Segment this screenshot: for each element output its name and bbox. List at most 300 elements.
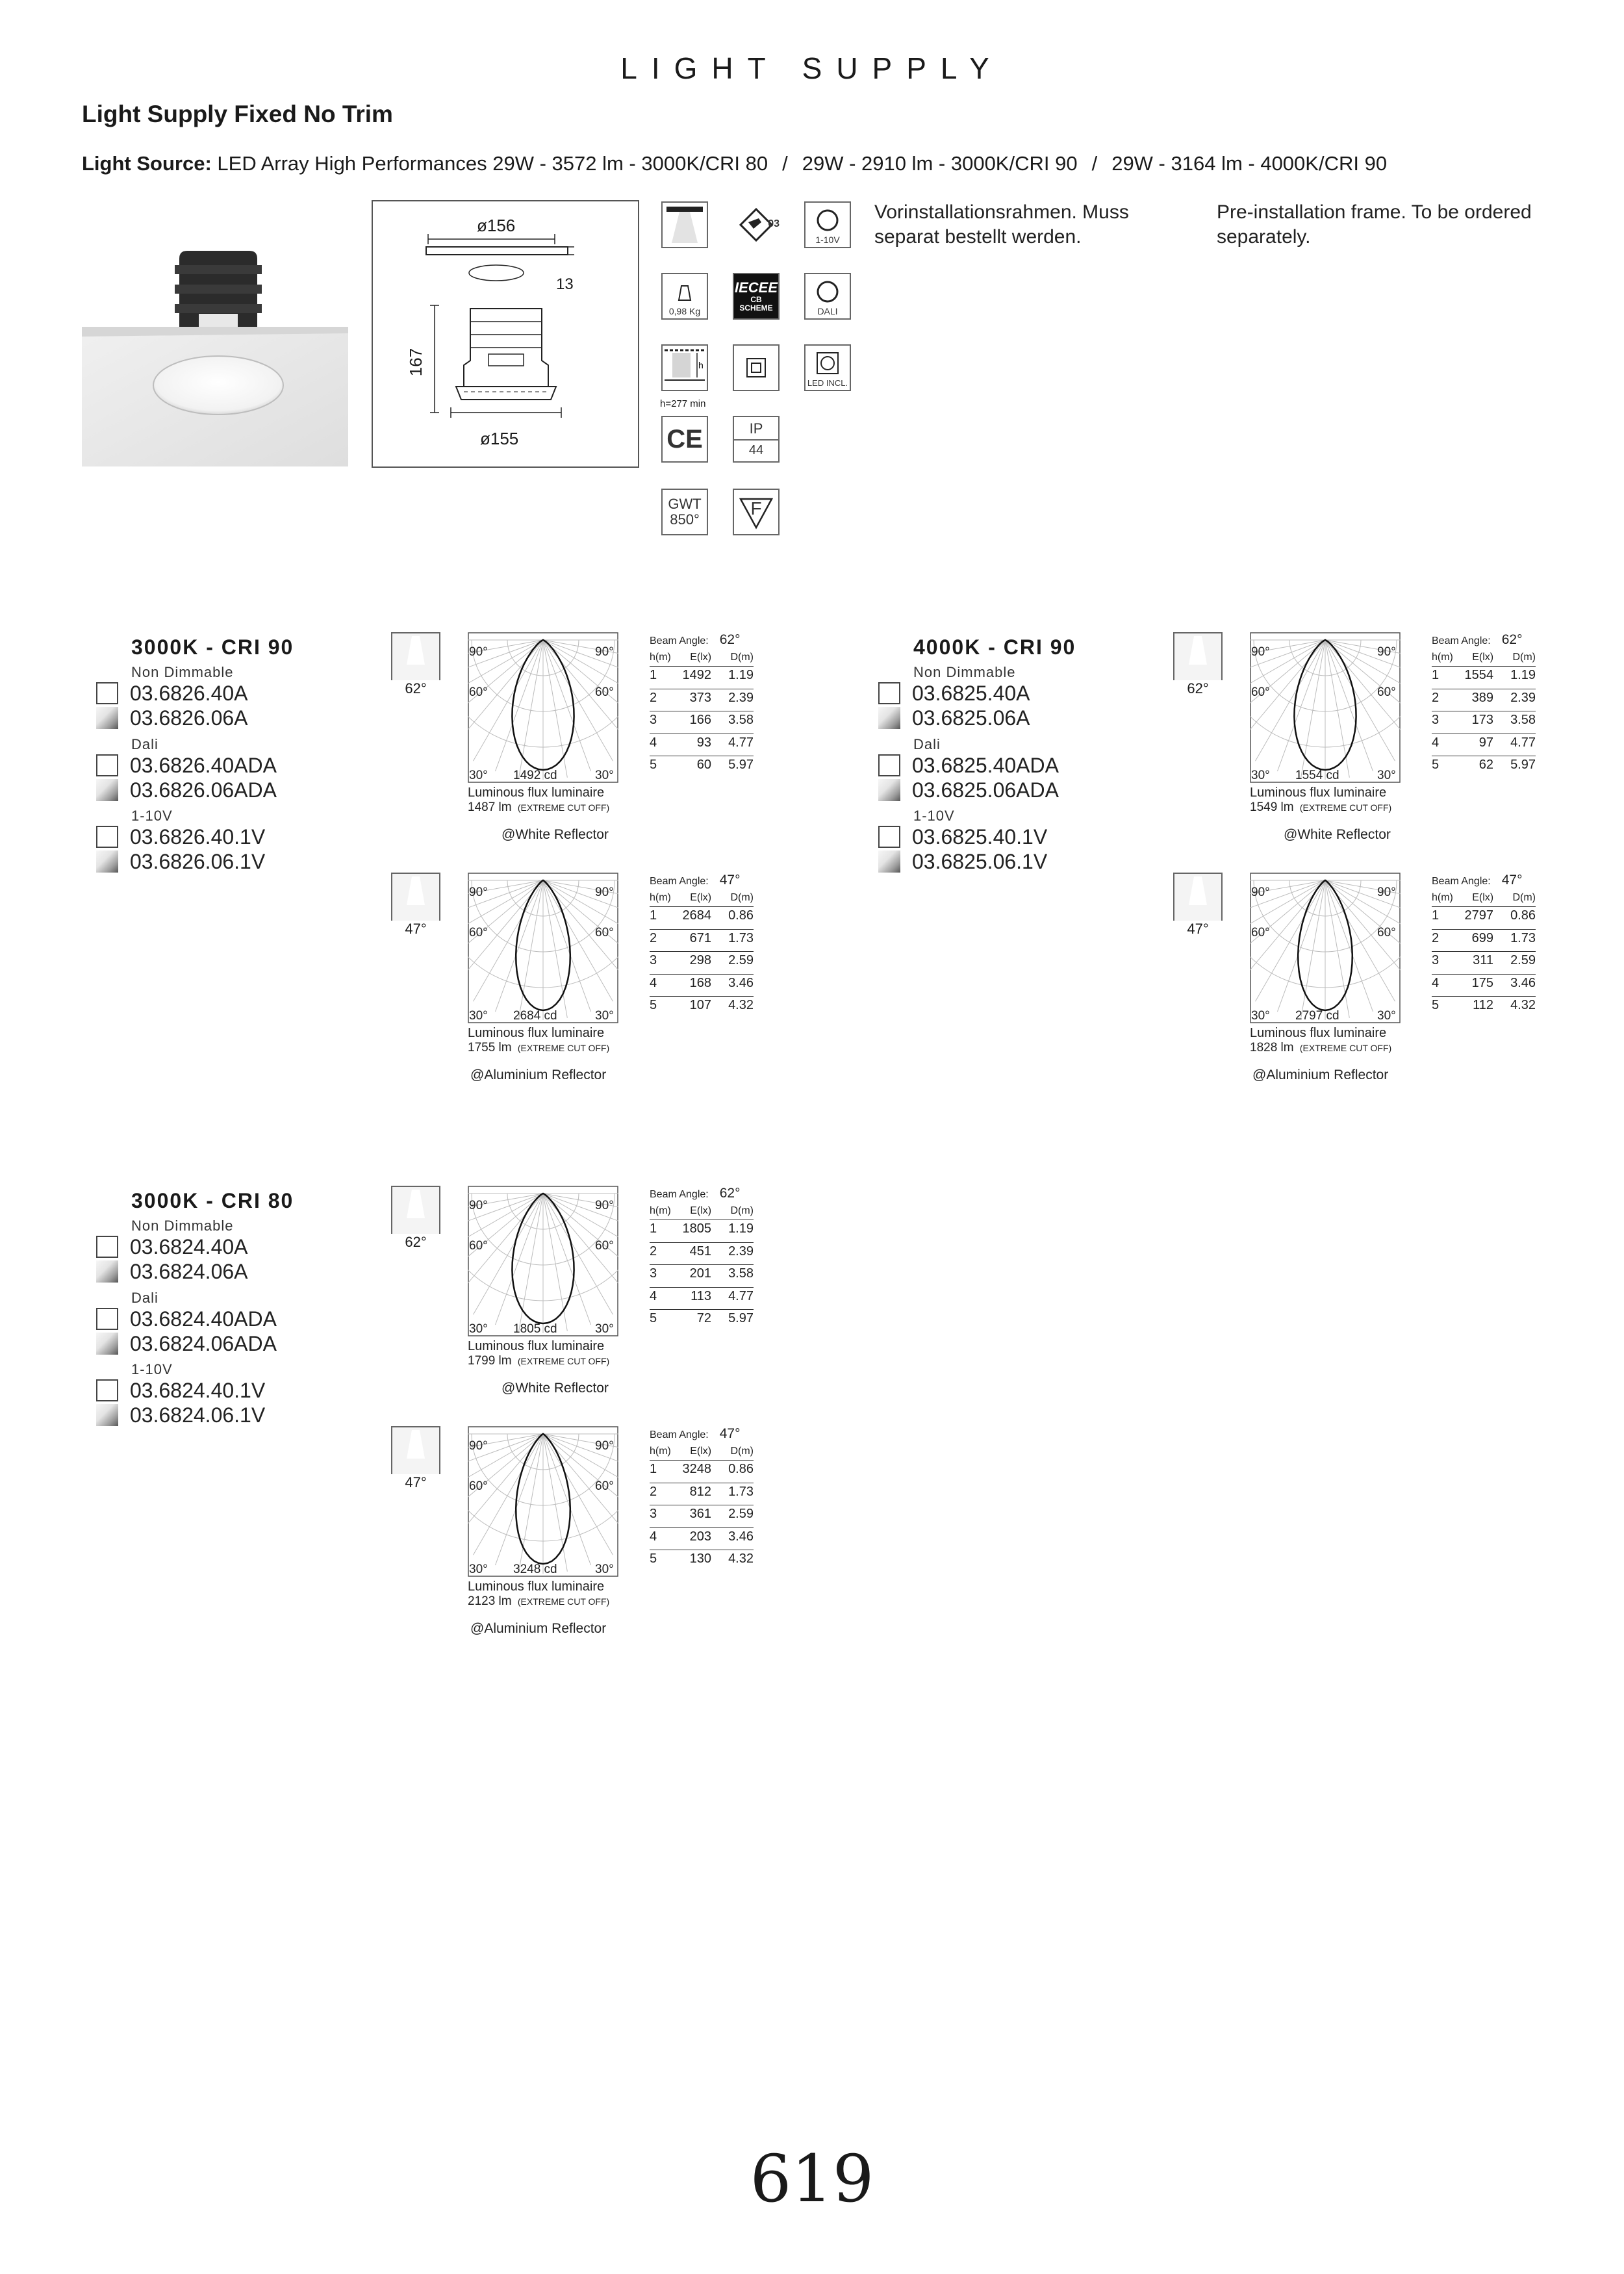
beam-angle-title: Beam Angle: [1432,876,1491,887]
col-illuminance: E(lx) [690,1446,712,1457]
peak-intensity: 2684 cd [513,1009,557,1023]
code-group-dali [878,753,1059,802]
beam-angle-title: Beam Angle: [650,1429,709,1440]
cell-height: 1 [650,668,657,682]
spec-label-1-10v: 1-10V [131,808,173,824]
photometric-block [1173,873,1576,1093]
product-code: 03.6825.06ADA [912,778,1059,802]
polar-label-90-left: 90° [469,886,488,899]
beam-angle-badge: 62° [391,680,440,697]
table-row [650,929,754,951]
table-row [1432,951,1536,973]
f-mark-letter: F [750,498,762,518]
product-code: 03.6826.06ADA [130,778,277,802]
beam-angle-value: 62° [1501,632,1523,647]
cell-illuminance: 175 [1471,975,1493,990]
polar-label-30-left: 30° [469,1009,488,1023]
col-diameter: D(m) [730,892,754,903]
product-code: 03.6824.40ADA [130,1307,277,1331]
flux-label: Luminous flux luminaire [468,1339,605,1353]
spec-label-dali: Dali [131,1290,159,1306]
cell-height: 3 [1432,953,1440,967]
beam-angle-icon [1173,873,1223,937]
polar-label-90-left: 90° [1251,645,1270,659]
cutoff-note: (EXTREME CUT OFF) [517,1356,610,1366]
spec-label-1-10v: 1-10V [131,1361,173,1377]
spec-label-dali: Dali [131,736,159,752]
polar-label-90-right: 90° [595,1199,614,1212]
light-source-part: LED Array High Performances 29W - 3572 lm - 3000K/CRI 80 [217,152,768,175]
code-row [96,1331,277,1356]
glow-wire-icon [661,489,708,535]
beam-angle-value: 62° [719,632,741,647]
col-height: h(m) [1432,892,1453,903]
technical-drawing [372,200,639,468]
table-row [1432,666,1536,687]
cell-diameter: 5.97 [728,758,754,772]
table-row [650,1309,754,1331]
table-row [1432,756,1536,777]
cell-illuminance: 373 [689,690,711,705]
flux-label: Luminous flux luminaire [1250,786,1387,800]
cell-illuminance: 112 [1473,998,1493,1012]
cell-diameter: 3.46 [728,975,754,990]
table-row [650,1483,754,1504]
col-height: h(m) [650,1446,671,1457]
cell-height: 2 [1432,690,1440,705]
flux-value: 2123 lm [468,1594,512,1608]
cell-height: 5 [650,1311,657,1325]
polar-label-60-left: 60° [469,1479,488,1493]
white-finish-swatch [96,1236,118,1258]
beam-angle-title: Beam Angle: [650,876,709,887]
code-group-non-dimmable [96,1234,248,1284]
spec-label-non-dimmable: Non Dimmable [131,1218,234,1234]
beam-angle-value: 47° [719,873,741,888]
polar-label-60-right: 60° [595,926,614,939]
cell-diameter: 3.46 [728,1529,754,1544]
aluminium-finish-swatch [878,707,900,729]
cutoff-note: (EXTREME CUT OFF) [1299,802,1392,813]
table-header [1432,652,1536,663]
led-incl-label: LED INCL. [807,377,848,388]
photometric-block [391,1186,794,1407]
col-height: h(m) [1432,652,1453,663]
cell-height: 3 [650,1507,657,1521]
flux-value-line [468,1354,609,1368]
cell-illuminance: 699 [1471,930,1493,945]
code-row [96,681,248,706]
table-row [650,1505,754,1526]
cell-illuminance: 3248 [682,1462,711,1476]
cell-height: 5 [1432,758,1440,772]
code-row [96,1403,265,1427]
polar-label-90-right: 90° [1377,645,1396,659]
flux-label: Luminous flux luminaire [1250,1026,1387,1040]
peak-intensity: 3248 cd [513,1563,557,1576]
table-row [650,951,754,973]
flux-value-line [468,1594,609,1609]
cell-illuminance: 451 [689,1244,711,1258]
gwt-label: GWT [668,495,702,512]
beam-angle-header [650,1426,741,1442]
white-finish-swatch [878,754,900,776]
code-row [96,1234,248,1259]
cell-diameter: 3.58 [1510,713,1536,727]
code-row [96,1307,277,1331]
polar-label-60-right: 60° [1377,926,1396,939]
aluminium-finish-swatch [96,707,118,729]
table-header [1432,892,1536,904]
illuminance-table [650,1426,754,1582]
cell-diameter: 4.77 [1510,735,1536,750]
table-row [1432,689,1536,710]
code-group-non-dimmable [96,681,248,730]
cell-diameter: 1.73 [1510,930,1536,945]
cell-height: 4 [1432,735,1440,750]
flux-value: 1755 lm [468,1041,512,1054]
flux-label: Luminous flux luminaire [468,1579,605,1594]
polar-label-30-left: 30° [1251,769,1270,782]
cell-diameter: 2.59 [728,1507,754,1521]
product-code: 03.6826.06.1V [130,849,266,873]
white-finish-swatch [96,754,118,776]
code-row [878,753,1059,778]
table-row [650,1550,754,1571]
cutoff-note: (EXTREME CUT OFF) [517,1043,610,1053]
reflector-label: @White Reflector [501,1381,609,1396]
beam-angle-icon [391,1426,440,1490]
cell-illuminance: 298 [689,953,711,967]
cell-illuminance: 311 [1473,953,1493,967]
polar-label-30-right: 30° [595,769,614,782]
cutoff-note: (EXTREME CUT OFF) [1299,1043,1392,1053]
cell-illuminance: 1554 [1464,668,1493,682]
product-code: 03.6825.40A [912,681,1030,705]
spec-title: 3000K - CRI 80 [131,1189,294,1212]
ce-mark-icon: CE [661,416,708,463]
photometric-block [391,632,794,853]
table-header [650,652,754,663]
downlight-icon [661,201,708,248]
polar-label-60-right: 60° [1377,685,1396,699]
cell-diameter: 2.39 [728,1244,754,1258]
product-code: 03.6826.40A [130,681,248,705]
cutoff-note: (EXTREME CUT OFF) [517,1596,610,1607]
ip-rating-icon [733,416,780,463]
square-trim-icon [733,344,780,391]
beam-angle-title: Beam Angle: [1432,635,1491,646]
table-header [650,1446,754,1457]
cell-illuminance: 1492 [682,668,711,682]
cell-height: 1 [650,908,657,923]
flux-value: 1828 lm [1250,1041,1294,1054]
reflector-label: @Aluminium Reflector [470,1621,607,1636]
aluminium-finish-swatch [96,850,118,873]
cell-height: 4 [650,735,657,750]
col-illuminance: E(lx) [1472,892,1494,903]
page-header: LIGHT SUPPLY [620,51,1004,85]
separator: / [1091,152,1098,175]
table-row [650,1220,754,1241]
cell-diameter: 1.19 [728,1221,754,1236]
cell-illuminance: 166 [689,713,711,727]
product-code: 03.6826.06A [130,706,248,730]
recess-depth-icon [661,344,708,391]
polar-label-90-right: 90° [595,886,614,899]
cell-illuminance: 389 [1471,690,1493,705]
polar-label-60-left: 60° [469,926,488,939]
illuminance-table [650,873,754,1028]
beam-angle-value: 47° [1501,873,1523,888]
photometric-block [391,1426,794,1647]
product-code: 03.6824.40A [130,1234,248,1258]
cell-height: 2 [650,930,657,945]
drawing-lines [373,201,638,466]
cell-illuminance: 93 [696,735,711,750]
col-diameter: D(m) [1512,892,1536,903]
table-row [650,1287,754,1309]
cell-illuminance: 97 [1478,735,1493,750]
beam-angle-header [650,1186,741,1201]
aluminium-finish-swatch [96,1404,118,1426]
dimming-1-10v-icon [804,201,851,248]
polar-label-60-left: 60° [469,685,488,699]
cell-height: 2 [1432,930,1440,945]
cell-illuminance: 130 [689,1552,711,1566]
polar-label-30-right: 30° [1377,1009,1396,1023]
spec-title: 3000K - CRI 90 [131,635,294,659]
code-row [96,778,277,802]
product-title: Light Supply Fixed No Trim [82,101,393,127]
beam-angle-value: 62° [719,1186,741,1201]
cell-diameter: 2.39 [1510,690,1536,705]
cell-height: 4 [650,1529,657,1544]
cell-diameter: 4.32 [728,1552,754,1566]
cell-height: 3 [650,953,657,967]
cell-illuminance: 62 [1478,758,1493,772]
polar-label-30-right: 30° [595,1563,614,1576]
white-finish-swatch [878,682,900,704]
reflector-label: @White Reflector [501,827,609,842]
bottom-diameter: ø155 [480,429,519,448]
cell-diameter: 2.59 [728,953,754,967]
polar-label-30-left: 30° [469,769,488,782]
product-spec-block [82,632,754,1142]
flux-value-line [468,800,609,815]
height-dimension: 167 [406,348,426,377]
product-code: 03.6826.40.1V [130,824,266,849]
polar-label-60-left: 60° [469,1239,488,1253]
cell-diameter: 0.86 [728,1462,754,1476]
table-row [650,689,754,710]
cell-height: 1 [650,1221,657,1236]
polar-label-30-left: 30° [1251,1009,1270,1023]
table-row [650,666,754,687]
code-row [878,706,1030,730]
weight-label: 0,98 Kg [668,305,701,316]
table-row [650,1264,754,1286]
table-row [1432,996,1536,1017]
polar-label-90-right: 90° [595,1439,614,1453]
spec-label-dali: Dali [913,736,941,752]
beam-angle-icon [391,632,440,696]
code-group-1-10v [878,824,1047,874]
class-number: 03 [768,218,780,229]
flux-value-line [1250,800,1391,815]
code-row [878,681,1030,706]
polar-label-30-left: 30° [469,1322,488,1336]
beam-angle-title: Beam Angle: [650,635,709,646]
beam-angle-icon [391,1186,440,1250]
iecee-icon [733,273,780,320]
cutoff-note: (EXTREME CUT OFF) [517,802,610,813]
flux-value: 1799 lm [468,1354,512,1368]
polar-label-30-right: 30° [595,1009,614,1023]
weight-icon [661,273,708,320]
flux-value: 1549 lm [1250,800,1294,814]
code-row [96,706,248,730]
col-diameter: D(m) [730,1446,754,1457]
beam-angle-badge: 47° [391,921,440,938]
table-row [650,734,754,755]
flux-label: Luminous flux luminaire [468,1026,605,1040]
polar-label-90-right: 90° [1377,886,1396,899]
code-row [96,1378,265,1403]
peak-intensity: 2797 cd [1295,1009,1339,1023]
col-diameter: D(m) [730,652,754,663]
flux-value-line [1250,1041,1391,1055]
light-source-part: 29W - 3164 lm - 4000K/CRI 90 [1111,152,1388,175]
cell-diameter: 1.73 [728,1484,754,1499]
polar-label-60-right: 60° [595,1479,614,1493]
table-row [1432,974,1536,995]
product-code: 03.6824.06A [130,1259,248,1283]
product-spec-block [864,632,1536,1142]
ip-label: IP [749,420,763,437]
cell-diameter: 4.77 [728,735,754,750]
light-source-label: Light Source: [82,152,212,175]
code-row [878,778,1059,802]
cell-diameter: 1.19 [1510,668,1536,682]
aluminium-finish-swatch [96,779,118,801]
product-code: 03.6825.40ADA [912,753,1059,777]
product-code: 03.6825.06A [912,706,1030,730]
beam-angle-badge: 62° [1173,680,1223,697]
note-line: Pre-installation frame. To be ordered [1217,201,1532,223]
white-finish-swatch [96,1379,118,1401]
cell-diameter: 3.58 [728,713,754,727]
beam-angle-badge: 47° [1173,921,1223,938]
ip-value: 44 [734,439,778,457]
col-height: h(m) [650,892,671,903]
cell-height: 1 [1432,668,1440,682]
table-row [650,974,754,995]
beam-angle-icon [1173,632,1223,696]
cell-illuminance: 72 [696,1311,711,1325]
dali-icon [804,273,851,320]
table-row [650,996,754,1017]
cell-illuminance: 168 [689,975,711,990]
cell-illuminance: 361 [689,1507,711,1521]
table-row [650,1527,754,1549]
code-group-dali [96,753,277,802]
cell-illuminance: 812 [689,1484,711,1499]
cell-diameter: 0.86 [1510,908,1536,923]
polar-label-60-left: 60° [1251,926,1270,939]
svg-text:h: h [698,360,704,370]
polar-label-30-right: 30° [595,1322,614,1336]
beam-angle-header [650,873,741,888]
code-row [96,849,265,874]
beam-angle-value: 47° [719,1426,741,1441]
cell-height: 5 [1432,998,1440,1012]
table-row [650,906,754,928]
aluminium-finish-swatch [96,1333,118,1355]
col-diameter: D(m) [1512,652,1536,663]
beam-angle-badge: 62° [391,1234,440,1251]
note-line: separat bestellt werden. [874,226,1082,248]
cell-illuminance: 1805 [682,1221,711,1236]
polar-label-90-left: 90° [1251,886,1270,899]
cell-height: 1 [650,1462,657,1476]
note-line: Vorinstallationsrahmen. Muss [874,201,1129,223]
cell-height: 1 [1432,908,1440,923]
table-row [650,1242,754,1264]
table-row [650,1460,754,1481]
cell-height: 5 [650,758,657,772]
code-row [96,824,265,849]
flux-value: 1487 lm [468,800,512,814]
white-finish-swatch [96,1308,118,1330]
code-row [878,849,1047,874]
cell-diameter: 4.32 [728,998,754,1012]
col-height: h(m) [650,1205,671,1216]
dali-label: DALI [817,305,838,316]
spec-label-non-dimmable: Non Dimmable [913,664,1016,680]
depth-dimension: 13 [556,275,574,293]
cell-diameter: 2.39 [728,690,754,705]
light-source-part: 29W - 2910 lm - 3000K/CRI 90 [802,152,1078,175]
product-code: 03.6825.40.1V [912,824,1048,849]
cell-diameter: 1.73 [728,930,754,945]
cell-illuminance: 203 [689,1529,711,1544]
cell-illuminance: 173 [1471,713,1493,727]
cell-height: 4 [650,1288,657,1303]
table-header [650,892,754,904]
cell-diameter: 4.77 [728,1288,754,1303]
table-row [650,711,754,732]
cell-diameter: 3.58 [728,1266,754,1281]
iecee-title: IECEE [734,279,778,296]
cell-height: 2 [650,1484,657,1499]
class-hand-icon [733,201,780,248]
cell-illuminance: 201 [689,1266,711,1281]
cell-diameter: 5.97 [728,1311,754,1325]
code-row [96,1259,248,1284]
product-code: 03.6825.06.1V [912,849,1048,873]
illuminance-table [650,1186,754,1342]
product-code: 03.6824.06ADA [130,1331,277,1355]
gwt-value: 850° [670,511,700,528]
cell-illuminance: 2797 [1464,908,1493,923]
f-mark-icon [733,489,780,535]
cell-height: 3 [1432,713,1440,727]
code-row [878,824,1047,849]
note-german [874,200,1129,249]
table-header [650,1205,754,1217]
peak-intensity: 1805 cd [513,1322,557,1336]
